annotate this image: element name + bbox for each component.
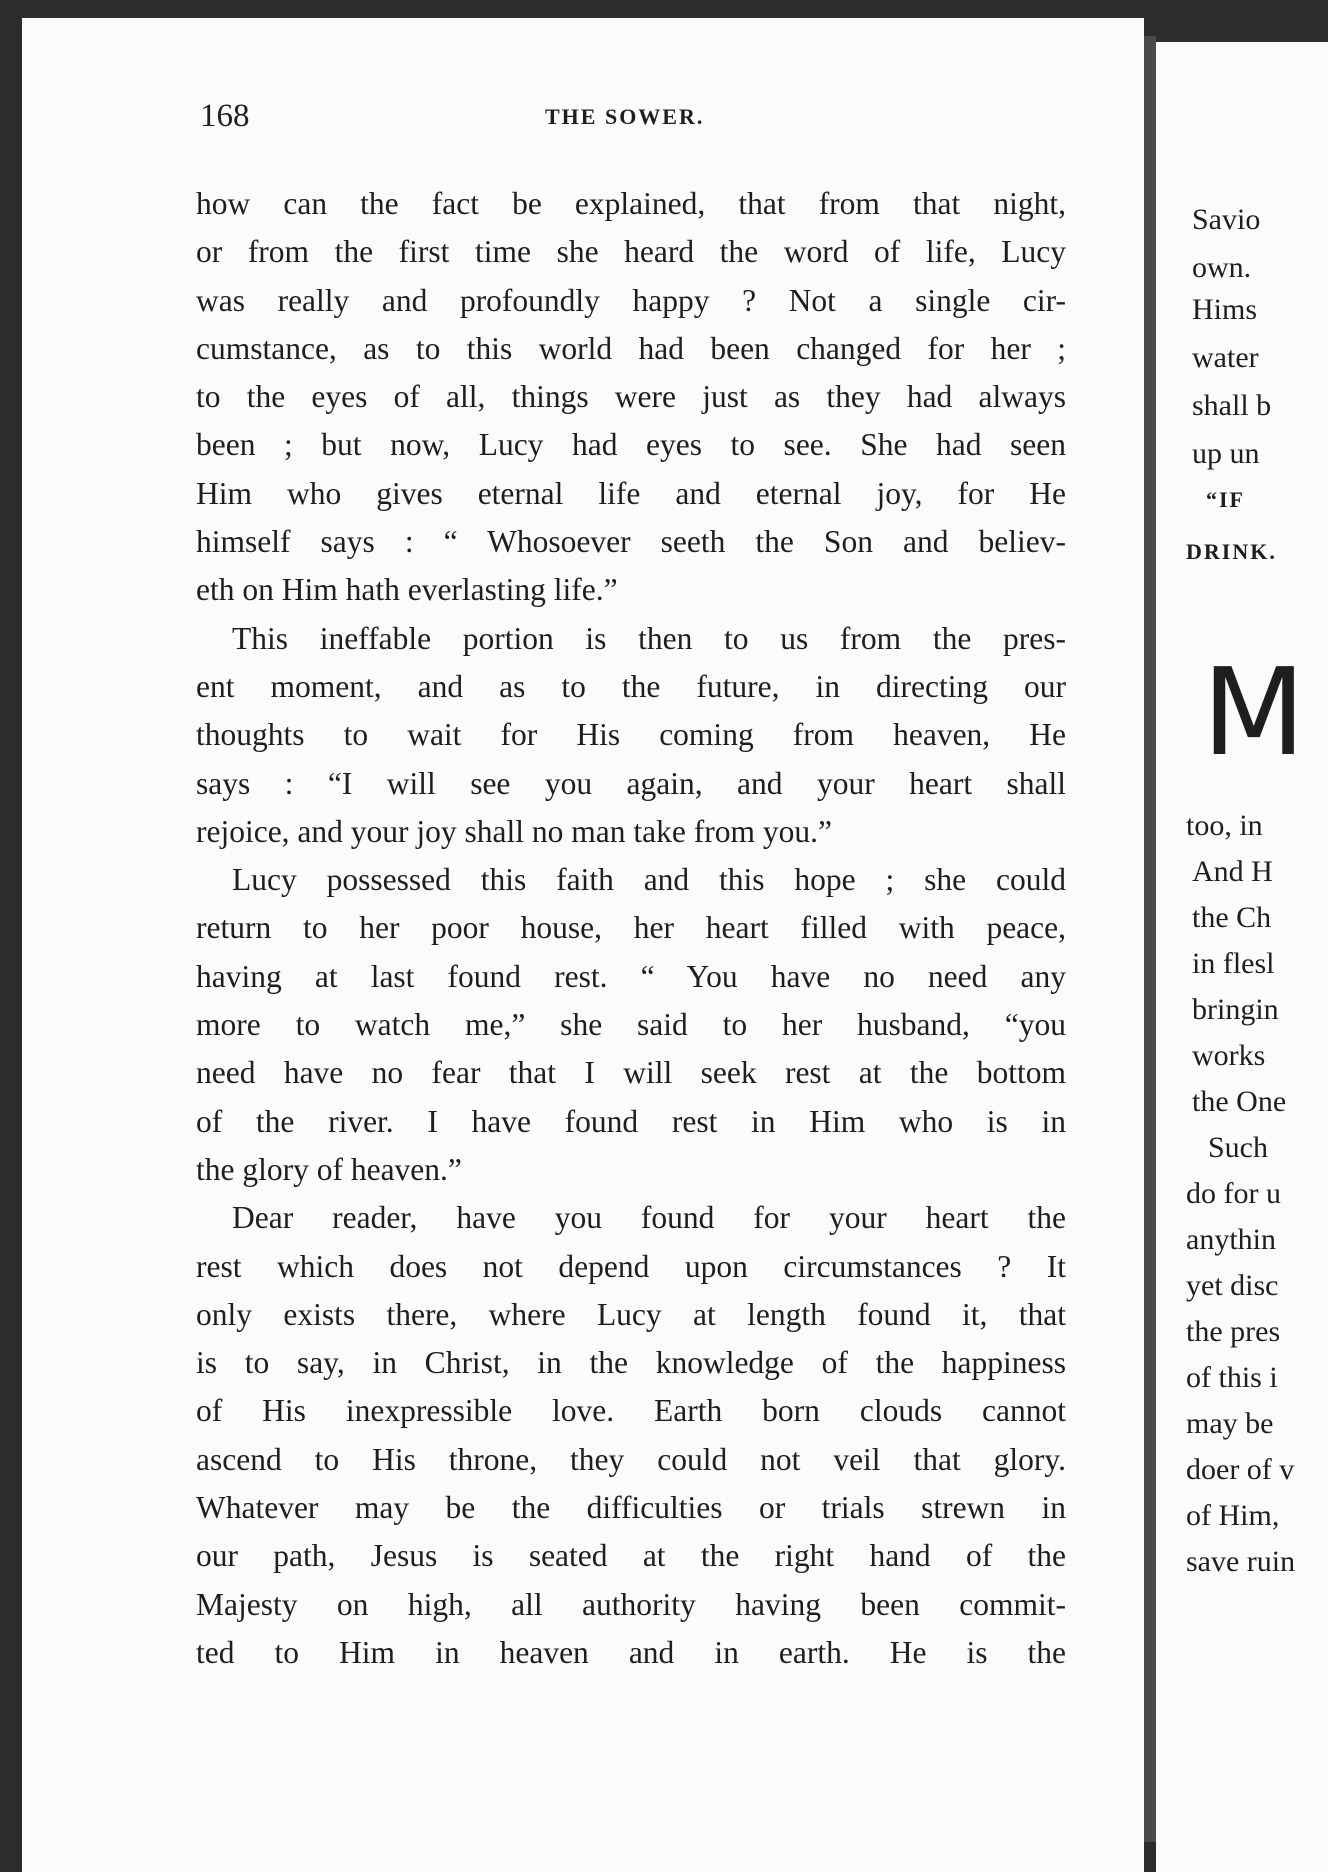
text-line: was really and profoundly happy ? Not a single cir-	[196, 282, 1066, 318]
text-line: Dear reader, have you found for your heart the	[232, 1200, 1066, 1236]
body-text	[196, 180, 1066, 1677]
text-line: ascend to His throne, they could not veil that glory.	[196, 1441, 1066, 1477]
text-line: the Ch	[1192, 901, 1272, 934]
text-line: in flesl	[1192, 947, 1275, 980]
text-line: own.	[1192, 251, 1252, 284]
text-line: rejoice, and your joy shall no man take from you.”	[196, 813, 832, 849]
text-line: the glory of heaven.”	[196, 1151, 462, 1187]
text-line: Such	[1208, 1131, 1268, 1164]
text-line: to the eyes of all, things were just as they had always	[196, 379, 1066, 415]
running-head: THE SOWER.	[545, 104, 705, 129]
text-line: This ineffable portion is then to us from the pres-	[232, 620, 1066, 656]
text-line: works	[1192, 1039, 1266, 1072]
text-line: ted to Him in heaven and in earth. He is the	[196, 1634, 1066, 1670]
text-line: return to her poor house, her heart filled with peace,	[196, 910, 1066, 946]
text-line: Lucy possessed this faith and this hope ; she could	[232, 862, 1066, 898]
text-line: do for u	[1186, 1177, 1281, 1210]
text-line: of the river. I have found rest in Him who is in	[196, 1103, 1066, 1139]
text-line: having at last found rest. “ You have no need any	[196, 958, 1066, 994]
text-line: up un	[1192, 437, 1260, 470]
text-line: save ruin	[1186, 1545, 1296, 1578]
text-line: shall b	[1192, 389, 1272, 422]
text-line: the pres	[1186, 1315, 1281, 1348]
text-line: bringin	[1192, 993, 1279, 1026]
text-line: thoughts to wait for His coming from heaven, He	[196, 717, 1066, 753]
text-line: Savio	[1192, 203, 1261, 236]
text-line: Him who gives eternal life and eternal joy, for He	[196, 475, 1066, 511]
text-line: of His inexpressible love. Earth born clouds cannot	[196, 1393, 1066, 1429]
text-line: only exists there, where Lucy at length found it, that	[196, 1296, 1066, 1332]
text-line: yet disc	[1186, 1269, 1279, 1302]
text-line: Whatever may be the difficulties or trials strewn in	[196, 1490, 1066, 1526]
text-line: cumstance, as to this world had been changed for her ;	[196, 330, 1066, 366]
text-line: Hims	[1192, 293, 1258, 326]
text-line: DRINK.	[1186, 539, 1277, 564]
text-line: need have no fear that I will seek rest at the bottom	[196, 1055, 1066, 1091]
text-line: eth on Him hath everlasting life.”	[196, 572, 618, 608]
text-line: doer of v	[1186, 1453, 1295, 1486]
text-line: of this i	[1186, 1361, 1278, 1394]
text-line: may be	[1186, 1407, 1274, 1440]
text-line: too, in	[1186, 809, 1263, 842]
book-gutter	[1144, 36, 1156, 1842]
text-line: himself says : “ Whosoever seeth the Son and believ-	[196, 524, 1066, 560]
text-line: says : “I will see you again, and your heart shall	[196, 765, 1066, 801]
page-header	[200, 96, 1066, 136]
text-line: And H	[1192, 855, 1273, 888]
text-line: more to watch me,” she said to her husband, “you	[196, 1007, 1066, 1043]
text-line: of Him,	[1186, 1499, 1280, 1532]
text-line: “IF	[1206, 487, 1245, 512]
right-page	[1156, 42, 1328, 1872]
text-line: ent moment, and as to the future, in directing our	[196, 668, 1066, 704]
text-line: or from the first time she heard the word of life, Lucy	[196, 234, 1066, 270]
text-line: Majesty on high, all authority having been commit-	[196, 1586, 1066, 1622]
text-line: the One	[1192, 1085, 1287, 1118]
text-line: anythin	[1186, 1223, 1276, 1256]
text-line: water	[1192, 341, 1259, 374]
page-number: 168	[200, 98, 250, 134]
text-line: been ; but now, Lucy had eyes to see. She had seen	[196, 427, 1066, 463]
text-line: is to say, in Christ, in the knowledge of the happiness	[196, 1345, 1066, 1381]
drop-cap: M	[1202, 644, 1306, 783]
text-line: our path, Jesus is seated at the right hand of the	[196, 1538, 1066, 1574]
text-line: how can the fact be explained, that from that night,	[196, 186, 1066, 221]
text-line: rest which does not depend upon circumstances ? It	[196, 1248, 1066, 1284]
